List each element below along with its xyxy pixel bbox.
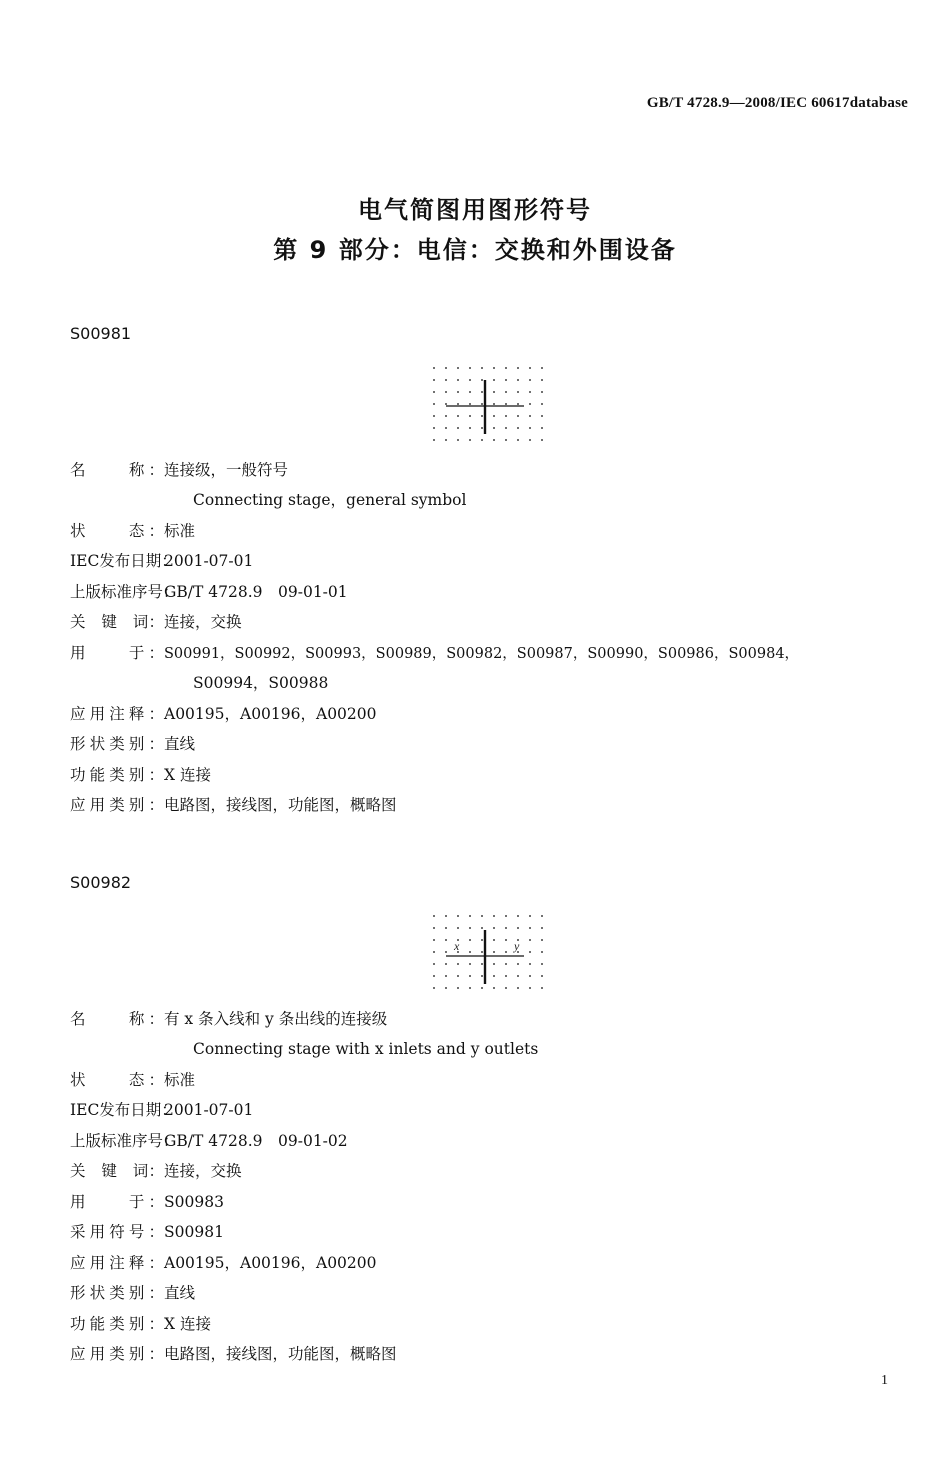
- symbol-name-cn: 有 x 条入线和 y 条出线的连接级: [164, 1010, 388, 1028]
- notes-value: A00195，A00196，A00200: [164, 705, 377, 723]
- field-label: 应用类别：: [70, 1345, 164, 1363]
- shape-class-value: 直线: [164, 735, 196, 753]
- iec-date-value: 2001-07-01: [164, 552, 254, 570]
- page-number: 1: [881, 1373, 888, 1388]
- field-label: IEC发布日期：: [70, 552, 177, 570]
- symbol-name-en: Connecting stage，general symbol: [193, 491, 467, 509]
- keywords-value: 连接，交换: [164, 613, 242, 631]
- used-in-continued: S00994，S00988: [193, 674, 329, 692]
- previous-standard-row: [70, 580, 348, 604]
- connecting-stage-symbol: [428, 362, 548, 452]
- field-label: 状 态：: [70, 1071, 164, 1089]
- document-subtitle: 第 9 部分：电信：交换和外围设备: [273, 236, 677, 264]
- inlets-label: x: [454, 939, 460, 953]
- function-class-value: X 连接: [164, 1315, 211, 1333]
- function-class-value: X 连接: [164, 766, 211, 784]
- used-in-row: [70, 641, 799, 665]
- field-label: 应用注释：: [70, 705, 164, 723]
- status-row: [70, 519, 195, 543]
- field-label: 形状类别：: [70, 735, 164, 753]
- symbol-graphic: [428, 910, 548, 1000]
- symbol-name-row: [70, 1007, 387, 1031]
- application-class-value: 电路图，接线图，功能图，概略图: [164, 1345, 397, 1363]
- iec-date-value: 2001-07-01: [164, 1101, 254, 1119]
- field-label: 关 键 词：: [70, 613, 164, 631]
- adopted-symbol-row: [70, 1220, 224, 1244]
- iec-date-row: [70, 549, 253, 573]
- document-title: 电气简图用图形符号: [358, 196, 592, 224]
- symbol-name-en: Connecting stage with x inlets and y outlets: [193, 1040, 539, 1058]
- field-label: 名 称：: [70, 461, 164, 479]
- status-row: [70, 1068, 195, 1092]
- keywords-row: [70, 1159, 242, 1183]
- status-value: 标准: [164, 1071, 196, 1089]
- field-label: 形状类别：: [70, 1284, 164, 1302]
- standard-code: GB/T 4728.9—2008/IEC 60617database: [646, 95, 908, 111]
- notes-row: [70, 702, 377, 726]
- used-in-value: S00983: [164, 1193, 224, 1211]
- field-label: 用 于：: [70, 644, 164, 662]
- symbol-id: S00982: [70, 873, 132, 892]
- application-class-value: 电路图，接线图，功能图，概略图: [164, 796, 397, 814]
- application-class-row: [70, 793, 397, 817]
- symbol-id: S00981: [70, 324, 132, 343]
- notes-value: A00195，A00196，A00200: [164, 1254, 377, 1272]
- adopted-symbol-value: S00981: [164, 1223, 224, 1241]
- symbol-graphic: [428, 362, 548, 452]
- field-label: 名 称：: [70, 1010, 164, 1028]
- field-label: 关 键 词：: [70, 1162, 164, 1180]
- application-class-row: [70, 1342, 397, 1366]
- field-label: 用 于：: [70, 1193, 164, 1211]
- function-class-row: [70, 763, 211, 787]
- shape-class-value: 直线: [164, 1284, 196, 1302]
- previous-standard-row: [70, 1129, 348, 1153]
- field-label: 上版标准序号：: [70, 583, 179, 601]
- shape-class-row: [70, 732, 195, 756]
- outlets-label: y: [514, 939, 520, 953]
- field-label: 采用符号：: [70, 1223, 164, 1241]
- symbol-name-cn: 连接级，一般符号: [164, 461, 289, 479]
- previous-standard-value: GB/T 4728.9 09-01-01: [164, 583, 348, 601]
- shape-class-row: [70, 1281, 195, 1305]
- previous-standard-value: GB/T 4728.9 09-01-02: [164, 1132, 348, 1150]
- used-in-row: [70, 1190, 224, 1214]
- keywords-row: [70, 610, 242, 634]
- field-label: IEC发布日期：: [70, 1101, 177, 1119]
- connecting-stage-xy-symbol: [428, 910, 548, 1000]
- field-label: 状 态：: [70, 522, 164, 540]
- field-label: 功能类别：: [70, 1315, 164, 1333]
- status-value: 标准: [164, 522, 196, 540]
- keywords-value: 连接，交换: [164, 1162, 242, 1180]
- notes-row: [70, 1251, 377, 1275]
- used-in-value: S00991，S00992，S00993，S00989，S00982，S00987，S00990，S00986，S00984，: [164, 646, 800, 662]
- field-label: 应用注释：: [70, 1254, 164, 1272]
- symbol-name-row: [70, 458, 288, 482]
- field-label: 上版标准序号：: [70, 1132, 179, 1150]
- iec-date-row: [70, 1098, 253, 1122]
- field-label: 应用类别：: [70, 796, 164, 814]
- field-label: 功能类别：: [70, 766, 164, 784]
- function-class-row: [70, 1312, 211, 1336]
